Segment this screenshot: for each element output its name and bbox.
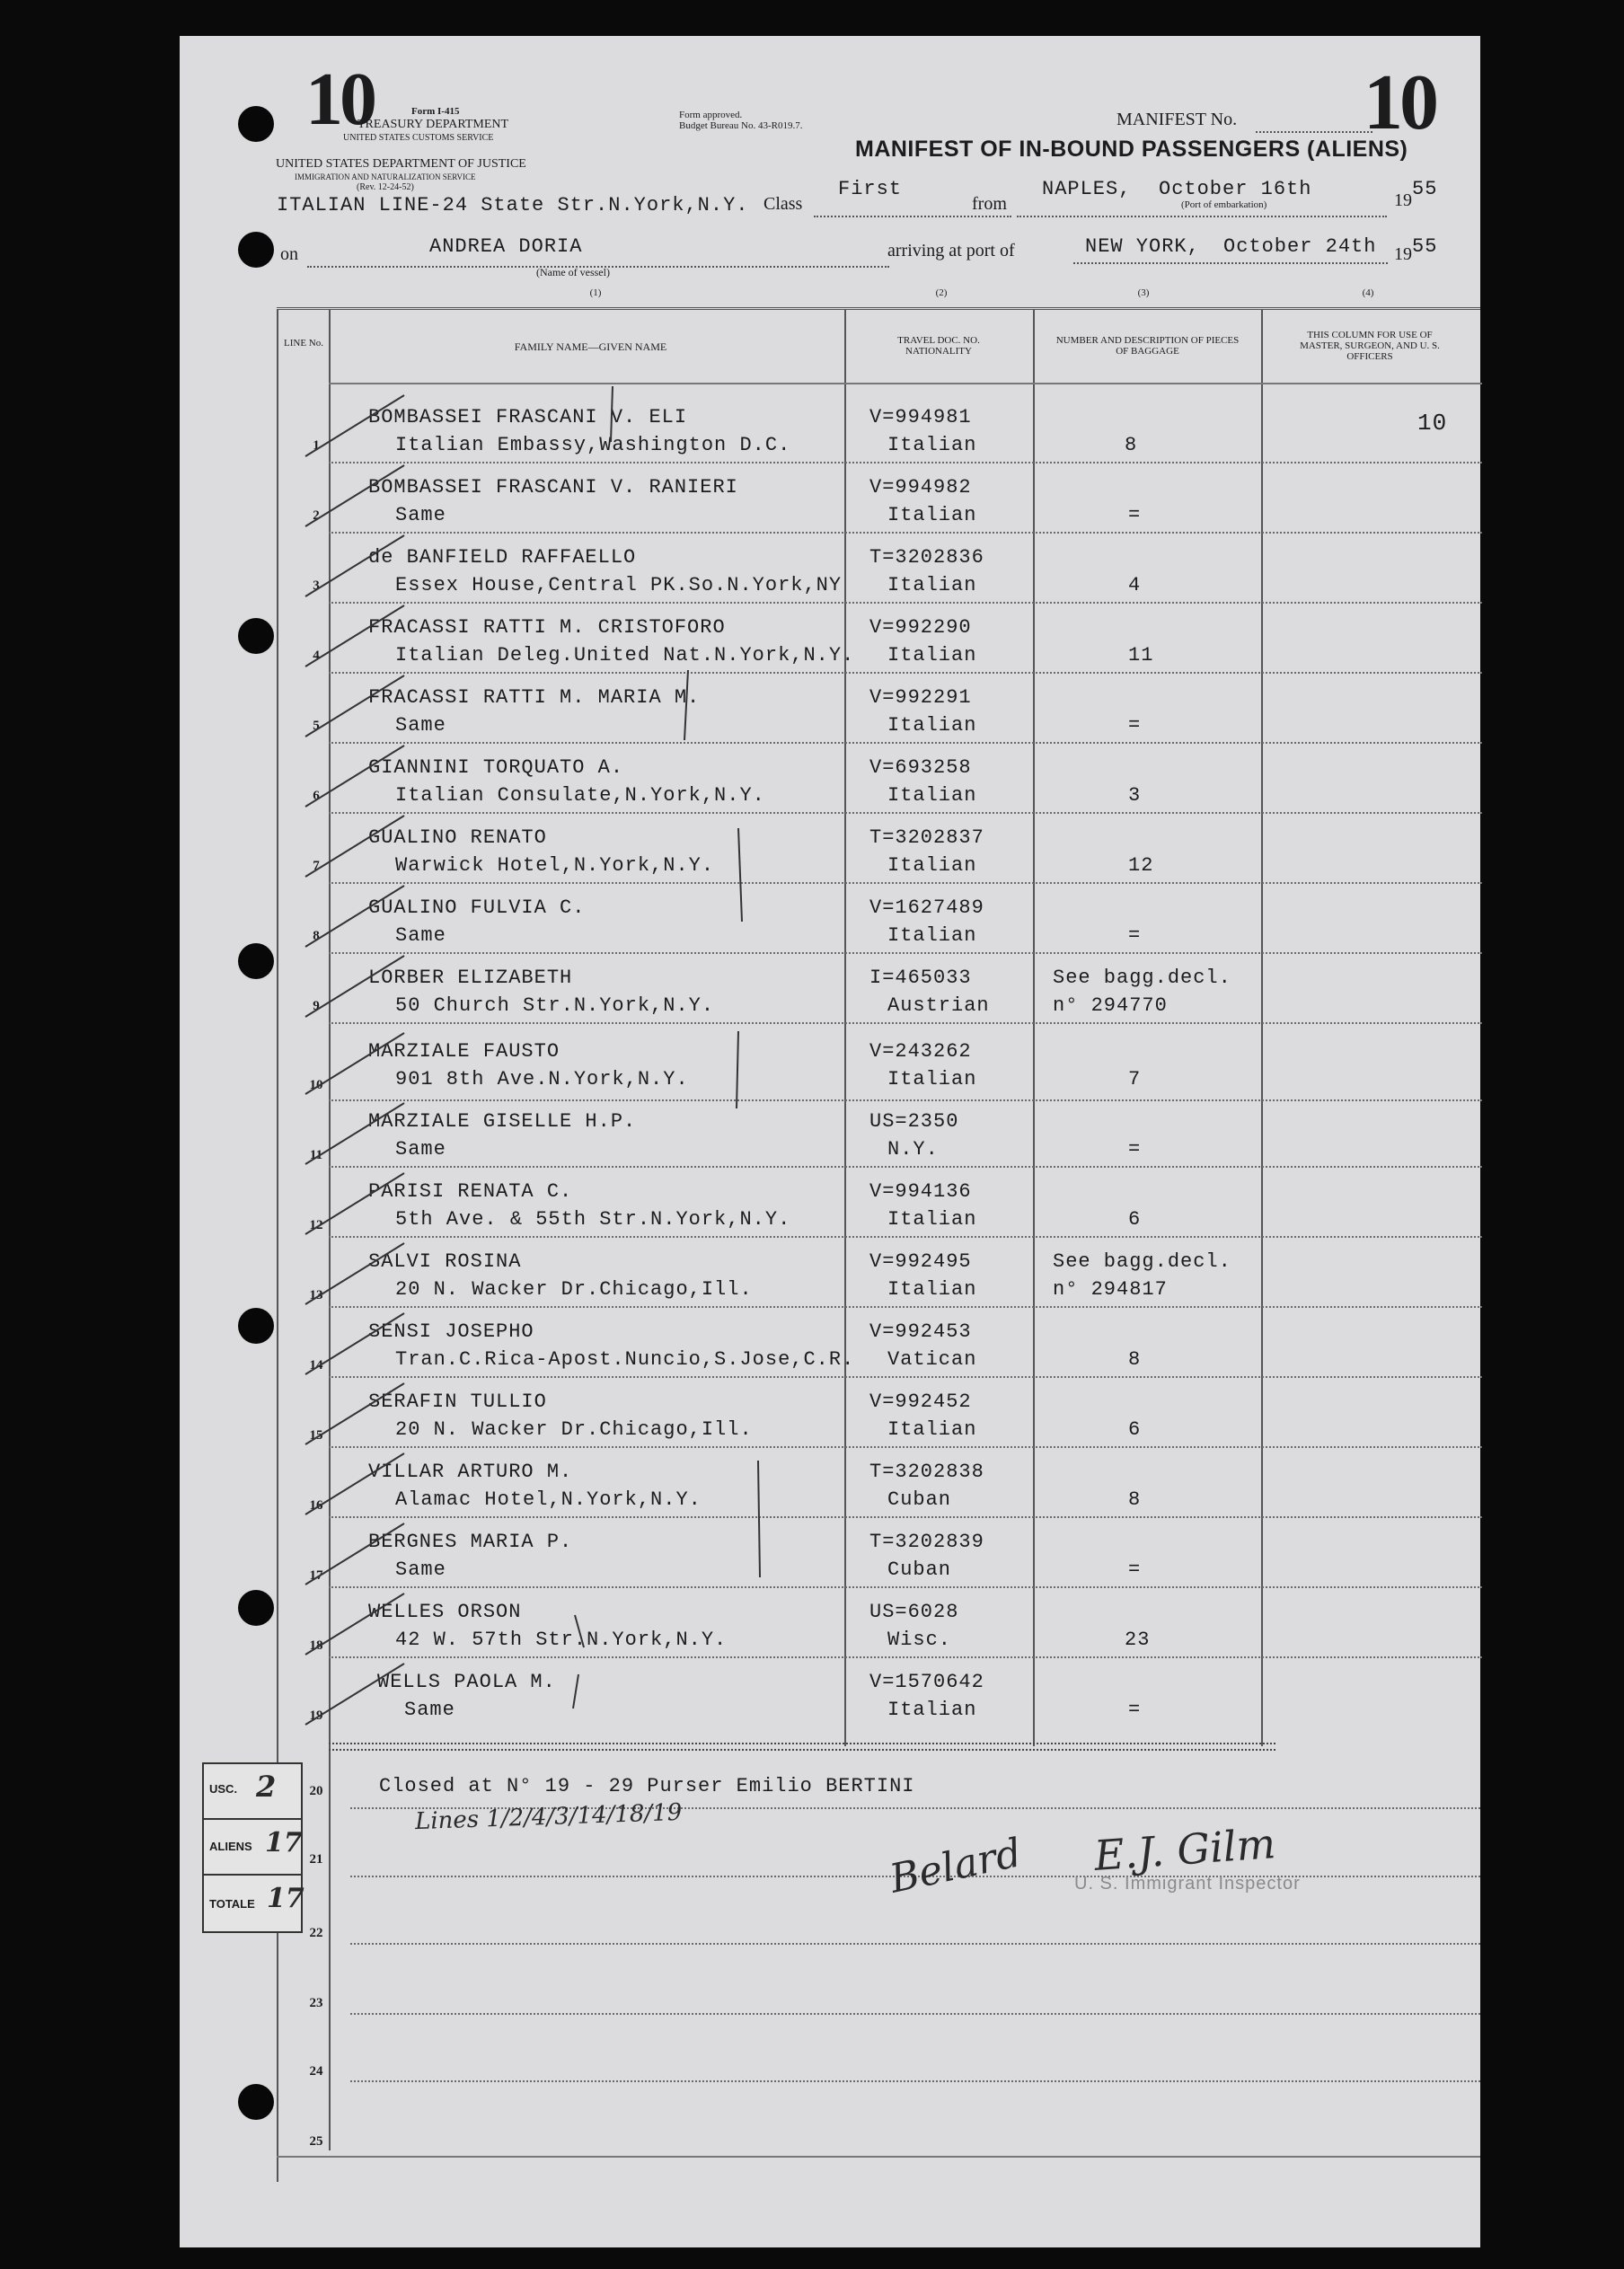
port-of-embarkation: NAPLES, bbox=[1042, 178, 1132, 200]
baggage-count: = bbox=[1128, 504, 1142, 526]
passenger-name: MARZIALE FAUSTO bbox=[368, 1040, 560, 1063]
line-number: 9 bbox=[313, 999, 320, 1013]
form-number: Form I-415 bbox=[411, 106, 460, 117]
year-from: 55 bbox=[1412, 178, 1438, 200]
arrival-port: NEW YORK, bbox=[1085, 235, 1200, 258]
stamp-total-row bbox=[204, 1876, 304, 1931]
row-divider bbox=[350, 2080, 1480, 2082]
baggage-count: 3 bbox=[1128, 784, 1142, 807]
line-number: 13 bbox=[309, 1288, 323, 1302]
header-officers-text: THIS COLUMN FOR USE OF MASTER, SURGEON, AND U. S. OFFICERS bbox=[1300, 330, 1440, 362]
stamp-total-value: 17 bbox=[267, 1883, 304, 1914]
passenger-name: VILLAR ARTURO M. bbox=[368, 1461, 573, 1483]
column-divider bbox=[1033, 309, 1035, 1746]
nationality: Vatican bbox=[887, 1348, 977, 1371]
stamp-usc-label: USC. bbox=[209, 1782, 238, 1796]
line-number: 16 bbox=[309, 1498, 323, 1513]
line-number: 18 bbox=[309, 1638, 323, 1653]
header-family-name bbox=[341, 341, 840, 352]
passenger-name: WELLS PAOLA M. bbox=[377, 1671, 556, 1693]
treasury-department: TREASURY DEPARTMENT bbox=[357, 118, 509, 131]
form-approved: Form approved. bbox=[679, 110, 743, 120]
passenger-address: 42 W. 57th Str.N.York,N.Y. bbox=[395, 1629, 728, 1651]
passenger-address: Same bbox=[395, 1558, 446, 1581]
binder-hole bbox=[238, 943, 274, 979]
line-number: 14 bbox=[309, 1358, 323, 1373]
header-baggage-text: NUMBER AND DESCRIPTION OF PIECES OF BAGGAGE bbox=[1055, 335, 1240, 357]
column-number-3: (3) bbox=[1137, 287, 1150, 298]
nationality: Italian bbox=[887, 1208, 977, 1231]
passenger-address: Same bbox=[395, 924, 446, 947]
travel-doc-number: V=992291 bbox=[869, 686, 972, 709]
passenger-address: Italian Embassy,Washington D.C. bbox=[395, 434, 791, 456]
passenger-name: BERGNES MARIA P. bbox=[368, 1531, 573, 1553]
baggage-declaration-number: n° 294817 bbox=[1053, 1278, 1168, 1301]
passenger-address: Same bbox=[395, 1138, 446, 1161]
passenger-name: SERAFIN TULLIO bbox=[368, 1391, 547, 1413]
passenger-name: SALVI ROSINA bbox=[368, 1250, 522, 1273]
line-number: 21 bbox=[309, 1852, 323, 1867]
passenger-address: 5th Ave. & 55th Str.N.York,N.Y. bbox=[395, 1208, 791, 1231]
nationality: Italian bbox=[887, 574, 977, 596]
line-number: 20 bbox=[309, 1784, 323, 1798]
line-number: 15 bbox=[309, 1428, 323, 1443]
column-number-4: (4) bbox=[1362, 287, 1374, 298]
nationality: Italian bbox=[887, 504, 977, 526]
passenger-name: de BANFIELD RAFFAELLO bbox=[368, 546, 637, 569]
passenger-name: GIANNINI TORQUATO A. bbox=[368, 756, 624, 779]
line-number: 17 bbox=[309, 1568, 323, 1583]
manifest-number: 10 bbox=[1364, 59, 1435, 146]
line-number: 2 bbox=[313, 508, 320, 523]
line-number: 7 bbox=[313, 859, 320, 873]
travel-doc-number: T=3202839 bbox=[869, 1531, 984, 1553]
travel-doc-number: V=992452 bbox=[869, 1391, 972, 1413]
passenger-address: Italian Deleg.United Nat.N.York,N.Y. bbox=[395, 644, 855, 667]
travel-doc-number: V=992453 bbox=[869, 1320, 972, 1343]
travel-doc-number: V=992290 bbox=[869, 616, 972, 639]
immigration-service: IMMIGRATION AND NATURALIZATION SERVICE bbox=[295, 172, 476, 181]
line-number: 6 bbox=[313, 789, 320, 803]
header-baggage bbox=[1051, 335, 1244, 357]
line-number: 25 bbox=[309, 2134, 323, 2149]
baggage-count: 8 bbox=[1128, 1488, 1142, 1511]
budget-bureau: Budget Bureau No. 43-R019.7. bbox=[679, 120, 803, 131]
row-divider bbox=[350, 2013, 1480, 2015]
travel-doc-number: V=994982 bbox=[869, 476, 972, 499]
passenger-address: Same bbox=[395, 714, 446, 737]
binder-hole bbox=[238, 1308, 274, 1344]
baggage-count: 8 bbox=[1128, 1348, 1142, 1371]
passenger-address: 901 8th Ave.N.York,N.Y. bbox=[395, 1068, 689, 1090]
column-number-2: (2) bbox=[935, 287, 948, 298]
manifest-number-underline bbox=[1256, 131, 1372, 133]
line-number: 3 bbox=[313, 578, 320, 593]
stamp-aliens-value: 17 bbox=[265, 1827, 303, 1858]
shipping-line: ITALIAN LINE-24 State Str.N.York,N.Y. bbox=[277, 194, 749, 216]
pen-tick-marks bbox=[269, 377, 934, 1779]
line-number: 4 bbox=[313, 649, 320, 663]
passenger-address: Essex House,Central PK.So.N.York,NY bbox=[395, 574, 843, 596]
nationality: N.Y. bbox=[887, 1138, 939, 1161]
travel-doc-number: US=2350 bbox=[869, 1110, 959, 1133]
passenger-address: 20 N. Wacker Dr.Chicago,Ill. bbox=[395, 1418, 753, 1441]
vessel-name: ANDREA DORIA bbox=[429, 235, 583, 258]
passenger-address: Italian Consulate,N.York,N.Y. bbox=[395, 784, 765, 807]
manifest-title: MANIFEST OF IN-BOUND PASSENGERS (ALIENS) bbox=[855, 137, 1408, 162]
passenger-name: FRACASSI RATTI M. CRISTOFORO bbox=[368, 616, 726, 639]
line-number: 8 bbox=[313, 929, 320, 943]
from-underline bbox=[1017, 216, 1387, 217]
travel-doc-number: V=243262 bbox=[869, 1040, 972, 1063]
baggage-declaration: See bagg.decl. bbox=[1053, 967, 1231, 989]
arrival-date: October 24th bbox=[1223, 235, 1377, 258]
passenger-name: PARISI RENATA C. bbox=[368, 1180, 573, 1203]
line-number: 10 bbox=[309, 1078, 323, 1092]
passenger-name: GUALINO RENATO bbox=[368, 826, 547, 849]
row-divider bbox=[350, 1943, 1480, 1945]
baggage-count: 6 bbox=[1128, 1208, 1142, 1231]
officer-note: 10 bbox=[1417, 410, 1448, 437]
travel-doc-number: I=465033 bbox=[869, 967, 972, 989]
binder-hole bbox=[238, 1590, 274, 1626]
baggage-count: 11 bbox=[1128, 644, 1154, 667]
baggage-declaration: See bagg.decl. bbox=[1053, 1250, 1231, 1273]
nationality: Wisc. bbox=[887, 1629, 952, 1651]
passenger-address: Same bbox=[404, 1699, 455, 1721]
nationality: Italian bbox=[887, 1068, 977, 1090]
passenger-name: SENSI JOSEPHO bbox=[368, 1320, 534, 1343]
binder-hole bbox=[238, 106, 274, 142]
line-number: 5 bbox=[313, 719, 320, 733]
corner-number: 10 bbox=[305, 57, 374, 141]
on-label: on bbox=[280, 244, 298, 264]
baggage-count: = bbox=[1128, 924, 1142, 947]
line-number: 1 bbox=[313, 438, 320, 453]
travel-doc-number: T=3202836 bbox=[869, 546, 984, 569]
arriving-label: arriving at port of bbox=[887, 241, 1015, 260]
column-number-1: (1) bbox=[589, 287, 602, 298]
nationality: Italian bbox=[887, 784, 977, 807]
travel-doc-number: V=693258 bbox=[869, 756, 972, 779]
stamp-aliens-row bbox=[204, 1820, 301, 1876]
from-label: from bbox=[972, 194, 1007, 214]
passenger-name: LORBER ELIZABETH bbox=[368, 967, 573, 989]
nationality: Italian bbox=[887, 434, 977, 456]
signature-inspector: E.J. Gilm bbox=[1092, 1819, 1277, 1880]
baggage-count: 8 bbox=[1125, 434, 1138, 456]
baggage-count: 12 bbox=[1128, 854, 1154, 877]
baggage-count: 7 bbox=[1128, 1068, 1142, 1090]
passenger-address: 20 N. Wacker Dr.Chicago,Ill. bbox=[395, 1278, 753, 1301]
passenger-name: GUALINO FULVIA C. bbox=[368, 896, 586, 919]
stamp-total-label: TOTALE bbox=[209, 1897, 255, 1911]
nationality: Italian bbox=[887, 714, 977, 737]
passenger-address: 50 Church Str.N.York,N.Y. bbox=[395, 994, 715, 1017]
travel-doc-number: T=3202838 bbox=[869, 1461, 984, 1483]
baggage-count: = bbox=[1128, 714, 1142, 737]
travel-doc-number: T=3202837 bbox=[869, 826, 984, 849]
nationality: Italian bbox=[887, 1278, 977, 1301]
column-divider bbox=[1261, 309, 1263, 1746]
alien-count-stamp bbox=[202, 1762, 303, 1933]
passenger-name: BOMBASSEI FRASCANI V. ELI bbox=[368, 406, 688, 428]
passenger-name: MARZIALE GISELLE H.P. bbox=[368, 1110, 637, 1133]
inspector-caption: U. S. Immigrant Inspector bbox=[1074, 1874, 1301, 1894]
closing-statement: Closed at N° 19 - 29 Purser Emilio BERTINI bbox=[379, 1775, 915, 1797]
nationality: Italian bbox=[887, 854, 977, 877]
port-embarkation-caption: (Port of embarkation) bbox=[1181, 199, 1267, 210]
passenger-name: FRACASSI RATTI M. MARIA M. bbox=[368, 686, 701, 709]
nationality: Austrian bbox=[887, 994, 990, 1017]
baggage-count: = bbox=[1128, 1558, 1142, 1581]
year-arrival: 55 bbox=[1412, 235, 1438, 258]
travel-doc-number: V=992495 bbox=[869, 1250, 972, 1273]
nationality: Italian bbox=[887, 1418, 977, 1441]
departure-date: October 16th bbox=[1159, 178, 1312, 200]
manifest-number-label: MANIFEST No. bbox=[1116, 110, 1238, 129]
department-of-justice: UNITED STATES DEPARTMENT OF JUSTICE bbox=[276, 157, 526, 171]
year-prefix-from: 19 bbox=[1394, 190, 1412, 210]
binder-hole bbox=[238, 232, 274, 268]
passenger-address: Same bbox=[395, 504, 446, 526]
header-travel-doc-text: TRAVEL DOC. NO. NATIONALITY bbox=[897, 335, 980, 357]
passenger-address: Alamac Hotel,N.York,N.Y. bbox=[395, 1488, 702, 1511]
travel-doc-number: V=994136 bbox=[869, 1180, 972, 1203]
travel-doc-number: V=1570642 bbox=[869, 1671, 984, 1693]
line-number: 23 bbox=[309, 1996, 323, 2010]
baggage-count: = bbox=[1128, 1138, 1142, 1161]
arrival-underline bbox=[1073, 262, 1388, 264]
baggage-count: 6 bbox=[1128, 1418, 1142, 1441]
nationality: Cuban bbox=[887, 1488, 952, 1511]
stamp-usc-value: 2 bbox=[256, 1770, 277, 1804]
line-number: 19 bbox=[309, 1708, 323, 1723]
class-underline bbox=[814, 216, 1011, 217]
handwritten-line-list: Lines 1/2/4/3/14/18/19 bbox=[414, 1798, 683, 1836]
passenger-address: Tran.C.Rica-Apost.Nuncio,S.Jose,C.R. bbox=[395, 1348, 855, 1371]
header-line-no bbox=[280, 338, 327, 349]
stamp-aliens-label: ALIENS bbox=[209, 1840, 252, 1853]
travel-class: First bbox=[838, 178, 903, 200]
line-number: 24 bbox=[309, 2064, 323, 2079]
customs-service: UNITED STATES CUSTOMS SERVICE bbox=[343, 133, 494, 143]
binder-hole bbox=[238, 2084, 274, 2120]
nationality: Italian bbox=[887, 644, 977, 667]
travel-doc-number: US=6028 bbox=[869, 1601, 959, 1623]
year-prefix-arrival: 19 bbox=[1394, 244, 1412, 264]
nationality: Italian bbox=[887, 1699, 977, 1721]
vessel-caption: (Name of vessel) bbox=[536, 266, 610, 278]
travel-doc-number: V=994981 bbox=[869, 406, 972, 428]
nationality: Cuban bbox=[887, 1558, 952, 1581]
line-number: 22 bbox=[309, 1926, 323, 1940]
signature-belard: Belard bbox=[886, 1830, 1026, 1903]
baggage-count: 23 bbox=[1125, 1629, 1151, 1651]
baggage-count: = bbox=[1128, 1699, 1142, 1721]
passenger-address: Warwick Hotel,N.York,N.Y. bbox=[395, 854, 715, 877]
header-travel-doc bbox=[876, 335, 1002, 357]
line-number: 12 bbox=[309, 1218, 323, 1232]
header-family-name-text: FAMILY NAME—GIVEN NAME bbox=[514, 340, 667, 353]
class-label: Class bbox=[763, 194, 803, 214]
travel-doc-number: V=1627489 bbox=[869, 896, 984, 919]
baggage-count: 4 bbox=[1128, 574, 1142, 596]
baggage-declaration-number: n° 294770 bbox=[1053, 994, 1168, 1017]
passenger-name: WELLES ORSON bbox=[368, 1601, 522, 1623]
header-officers bbox=[1293, 330, 1446, 362]
line-number: 11 bbox=[309, 1148, 323, 1162]
nationality: Italian bbox=[887, 924, 977, 947]
passenger-name: BOMBASSEI FRASCANI V. RANIERI bbox=[368, 476, 738, 499]
stamp-usc-row bbox=[204, 1764, 301, 1820]
table-top-rule bbox=[277, 307, 1480, 310]
binder-hole bbox=[238, 618, 274, 654]
table-bottom-rule bbox=[277, 2156, 1480, 2158]
header-line-no-text: LINE No. bbox=[284, 338, 323, 349]
revision-date: (Rev. 12-24-52) bbox=[357, 182, 414, 192]
